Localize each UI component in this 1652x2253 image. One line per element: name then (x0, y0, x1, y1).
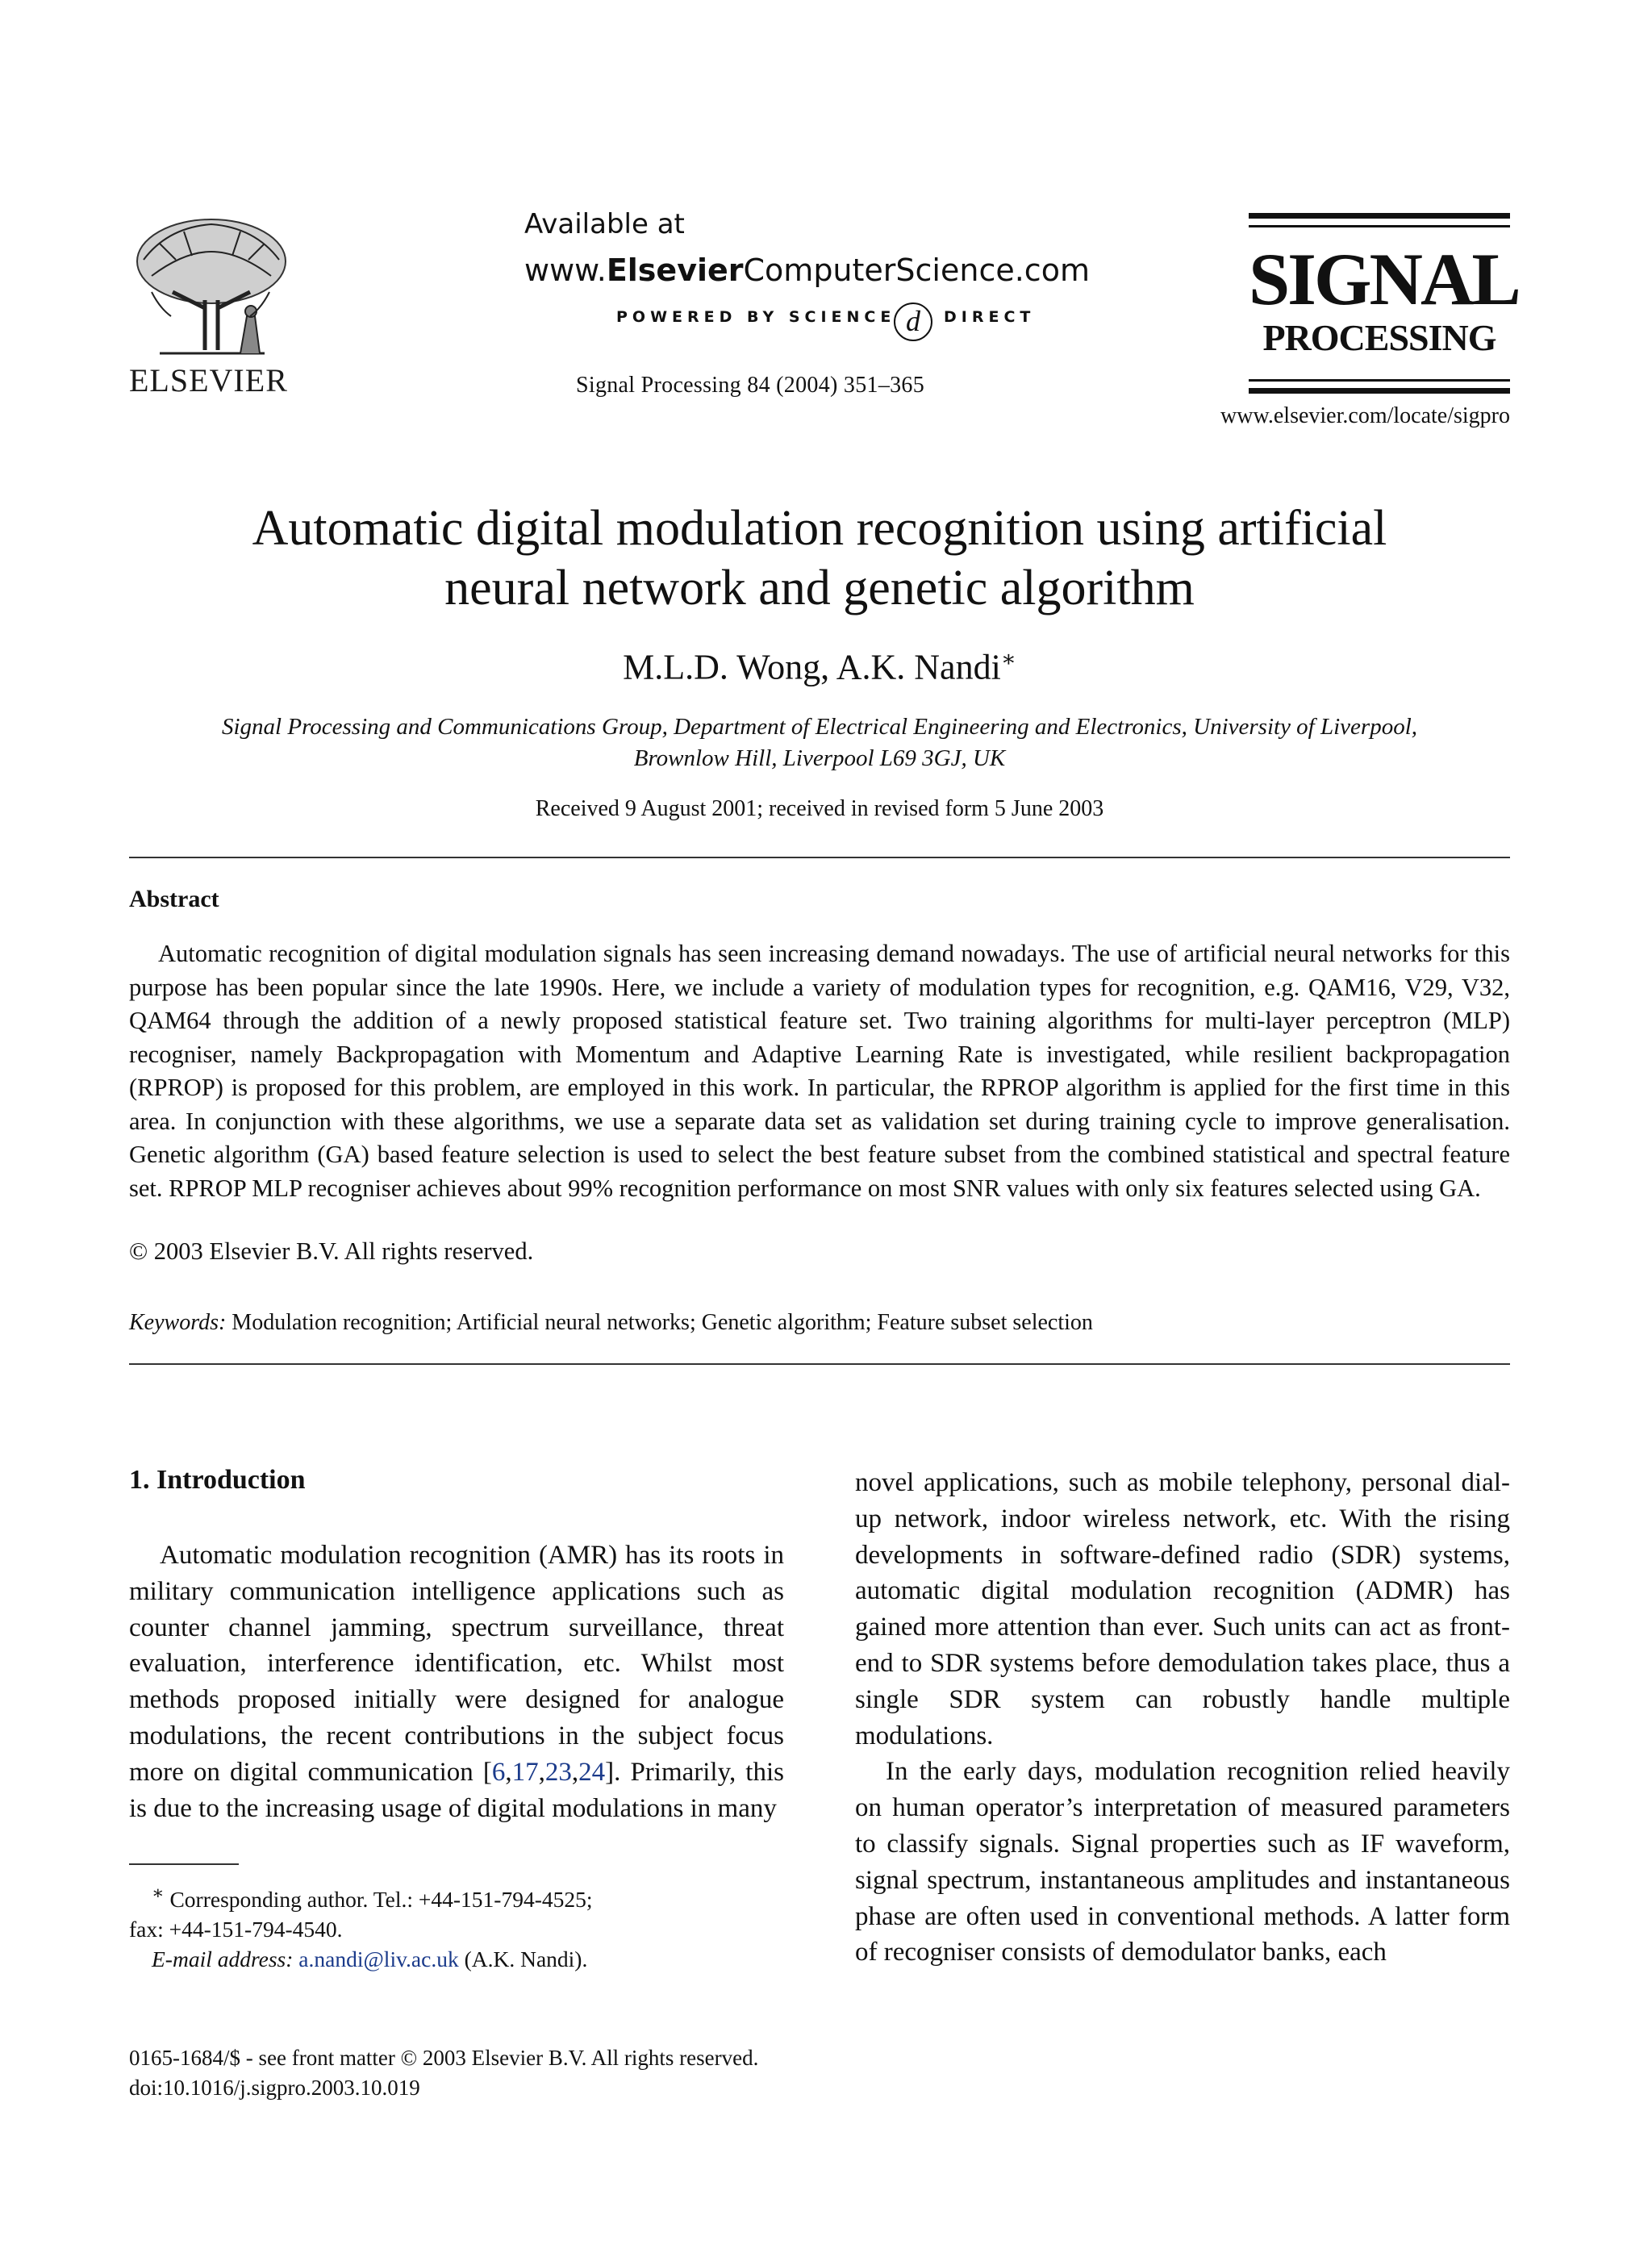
keywords (129, 1310, 1510, 1336)
keywords-label: Keywords: (129, 1310, 227, 1335)
masthead-rule-bottom-thin (1249, 379, 1510, 382)
affiliation-line-1: Signal Processing and Communications Group, Department of Electrical Engineering and Electronics, University of Liverpool, (221, 714, 1418, 740)
footnote-mark: ∗ (152, 1883, 165, 1903)
site-rest: ComputerScience.com (743, 252, 1090, 288)
masthead-rule-top-thin (1249, 225, 1510, 227)
issn-line: 0165-1684/$ - see front matter © 2003 Elsevier B.V. All rights reserved. (129, 2046, 759, 2070)
authors (129, 645, 1510, 688)
citation-24[interactable]: 24 (578, 1757, 606, 1787)
site-brand: Elsevier (606, 252, 744, 288)
journal-title-processing: PROCESSING (1262, 317, 1496, 358)
author-names: M.L.D. Wong, A.K. Nandi (623, 647, 1001, 687)
front-matter-info (129, 2043, 758, 2103)
elsevier-wordmark: ELSEVIER (129, 362, 288, 398)
corresponding-author-mark[interactable]: ∗ (1000, 647, 1016, 672)
footnote-tel: Corresponding author. Tel.: +44-151-794-4525; (169, 1887, 593, 1913)
abstract-body: Automatic recognition of digital modulation signals has seen increasing demand nowadays. The use of artificial neural networks for this purpose has been popular since the late 1990s. Here, we include a variety of modulation types for recognition, e.g. QAM16, V29, V32, QAM64 through the addition of a newly proposed statistical feature set. Two training algorithms for multi-layer perceptron (MLP) recogniser, namely Backpropagation with Momentum and Adaptive Learning Rate is investigated, while resilient backpropagation (RPROP) is proposed for this problem, are employed in this work. In particular, the RPROP algorithm is applied for the first time in this area. In conjunction with these algorithms, we use a separate data set as validation set during training cycle to improve generalisation. Genetic algorithm (GA) based feature selection is used to select the best feature subset from the combined statistical and spectral feature set. RPROP MLP recogniser achieves about 99% recognition performance on most SNR values with only six features selected using GA. (129, 940, 1510, 1202)
keywords-list: Modulation recognition; Artificial neural networks; Genetic algorithm; Feature subset selection (232, 1310, 1093, 1335)
citation-6[interactable]: 6 (491, 1757, 506, 1787)
intro-paragraph-1: Automatic modulation recognition (AMR) has its roots in military communication intelligence applications such as counter channel jamming, spectrum surveillance, threat evaluation, interference identification, etc. Whilst most methods proposed initially were designed for analogue modulations, the recent contributions in the subject focus more on digital communication [6,17,23,24]. Primarily, this is due to the increasing usage of digital modulations in many (129, 1541, 784, 1823)
intro-left-column (129, 1537, 784, 1826)
footnote-rule (129, 1863, 239, 1865)
journal-url-link[interactable]: www.elsevier.com/locate/sigpro (1220, 403, 1510, 428)
title-line-1: Automatic digital modulation recognition using artificial (252, 501, 1387, 556)
intro-paragraph-2: In the early days, modulation recognition relied heavily on human operator’s interpretation of measured parameters to classify signals. Signal properties such as IF waveform, signal spectrum, instantaneous amplitudes and instantaneous phase are often used in conventional methods. A latter form of recogniser consists of demodulator banks, each (855, 1757, 1510, 1967)
article-title (129, 499, 1510, 618)
affiliation (129, 711, 1510, 774)
direct-label: DIRECT (944, 308, 1036, 326)
section-heading-introduction: 1. Introduction (129, 1465, 306, 1495)
journal-reference: Signal Processing 84 (2004) 351–365 (576, 373, 925, 398)
abstract-copyright: © 2003 Elsevier B.V. All rights reserved. (129, 1237, 534, 1265)
site-prefix: www. (524, 252, 607, 288)
intro-p1-tail: ]. Primarily, this is due to the increasing usage of digital modulations in many (129, 1757, 784, 1823)
powered-by-science-label: POWERED BY SCIENCE (616, 308, 896, 326)
email-link[interactable]: a.nandi@liv.ac.uk (298, 1946, 459, 1972)
email-label: E-mail address: (152, 1946, 294, 1972)
masthead-rule-bottom (1249, 388, 1510, 394)
elsevier-computer-science-site[interactable] (524, 252, 1090, 288)
doi-line[interactable]: doi:10.1016/j.sigpro.2003.10.019 (129, 2076, 420, 2100)
footnote-fax: fax: +44-151-794-4540. (129, 1917, 343, 1942)
science-direct-symbol: d (894, 302, 932, 341)
divider-below-keywords (129, 1363, 1510, 1365)
intro-paragraph-continued: novel applications, such as mobile telephony, personal dial-up network, indoor wireless network, etc. With the rising developments in software-defined radio (SDR) systems, automatic digital modulation recognition (ADMR) has gained more attention than ever. Such units can act as front-end to SDR systems before demodulation takes place, thus a single SDR system can robustly handle multiple modulations. (855, 1468, 1510, 1750)
citation-23[interactable]: 23 (544, 1757, 572, 1787)
email-owner: (A.K. Nandi). (464, 1946, 588, 1972)
affiliation-line-2: Brownlow Hill, Liverpool L69 3GJ, UK (633, 745, 1006, 771)
intro-p1-text: Automatic modulation recognition (AMR) has its roots in military communication intelligence applications such as counter channel jamming, spectrum surveillance, threat evaluation, interference identification, etc. Whilst most methods proposed initially were designed for analogue modulations, the recent contributions in the subject focus more on digital communication [ (129, 1541, 784, 1787)
available-at-label: Available at (524, 208, 685, 240)
corresponding-author-footnote (129, 1878, 784, 1974)
divider-above-abstract (129, 857, 1510, 858)
abstract-heading: Abstract (129, 886, 219, 912)
masthead-rule-top (1249, 213, 1510, 219)
intro-right-column (855, 1465, 1510, 1971)
citation-17[interactable]: 17 (511, 1757, 539, 1787)
science-direct-logo (894, 298, 932, 341)
journal-title-signal: SIGNAL (1249, 238, 1519, 320)
title-line-2: neural network and genetic algorithm (444, 561, 1195, 615)
received-dates: Received 9 August 2001; received in revised form 5 June 2003 (535, 796, 1104, 821)
